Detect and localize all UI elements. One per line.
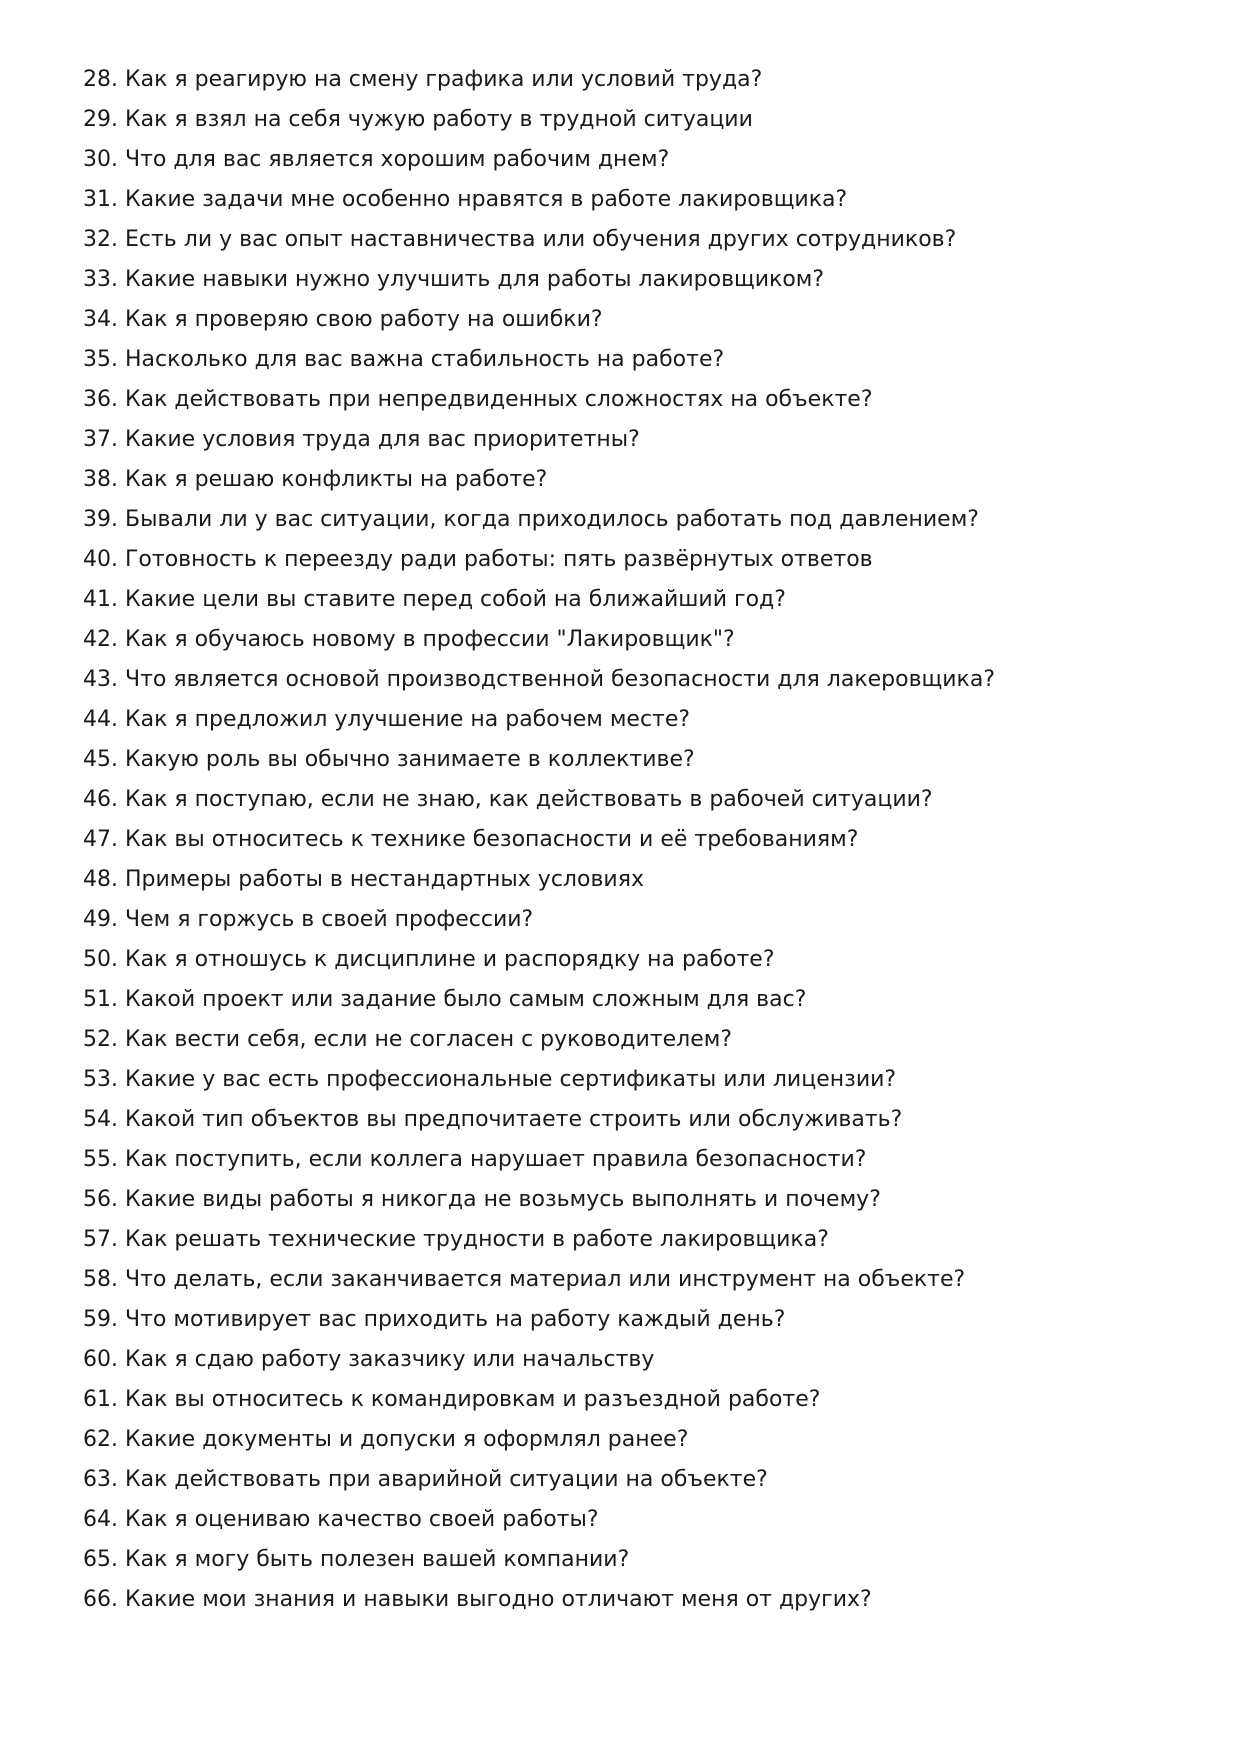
question-number: 35. xyxy=(83,347,118,372)
question-text: Как я проверяю свою работу на ошибки? xyxy=(125,307,603,332)
question-text: Какие у вас есть профессиональные сертификаты или лицензии? xyxy=(125,1067,897,1092)
question-number: 46. xyxy=(83,787,118,812)
question-number: 53. xyxy=(83,1067,118,1092)
question-text: Какие навыки нужно улучшить для работы лакировщиком? xyxy=(125,267,825,292)
question-text: Как решать технические трудности в работе лакировщика? xyxy=(125,1227,829,1252)
question-number: 29. xyxy=(83,107,118,132)
question-text: Какие виды работы я никогда не возьмусь выполнять и почему? xyxy=(125,1187,881,1212)
question-text: Как действовать при аварийной ситуации на объекте? xyxy=(125,1467,768,1492)
question-item xyxy=(83,1580,1203,1620)
question-number: 33. xyxy=(83,267,118,292)
question-item xyxy=(83,460,1203,500)
question-item xyxy=(83,380,1203,420)
question-text: Как действовать при непредвиденных сложностях на объекте? xyxy=(125,387,873,412)
question-text: Как я предложил улучшение на рабочем месте? xyxy=(125,707,691,732)
question-number: 50. xyxy=(83,947,118,972)
question-text: Какие документы и допуски я оформлял ранее? xyxy=(125,1427,689,1452)
question-text: Бывали ли у вас ситуации, когда приходилось работать под давлением? xyxy=(125,507,979,532)
question-text: Какой тип объектов вы предпочитаете строить или обслуживать? xyxy=(125,1107,903,1132)
question-item xyxy=(83,1460,1203,1500)
question-item xyxy=(83,1500,1203,1540)
question-number: 59. xyxy=(83,1307,118,1332)
question-number: 39. xyxy=(83,507,118,532)
question-number: 56. xyxy=(83,1187,118,1212)
question-item xyxy=(83,180,1203,220)
question-number: 41. xyxy=(83,587,118,612)
question-item xyxy=(83,1020,1203,1060)
question-text: Есть ли у вас опыт наставничества или обучения других сотрудников? xyxy=(125,227,957,252)
question-item xyxy=(83,820,1203,860)
question-text: Как я могу быть полезен вашей компании? xyxy=(125,1547,630,1572)
question-text: Что является основой производственной безопасности для лакеровщика? xyxy=(125,667,995,692)
question-item xyxy=(83,220,1203,260)
question-text: Чем я горжусь в своей профессии? xyxy=(125,907,534,932)
question-number: 52. xyxy=(83,1027,118,1052)
question-item xyxy=(83,660,1203,700)
question-item xyxy=(83,100,1203,140)
question-number: 42. xyxy=(83,627,118,652)
question-text: Какую роль вы обычно занимаете в коллективе? xyxy=(125,747,695,772)
question-number: 47. xyxy=(83,827,118,852)
question-number: 34. xyxy=(83,307,118,332)
question-number: 65. xyxy=(83,1547,118,1572)
question-item xyxy=(83,260,1203,300)
question-number: 43. xyxy=(83,667,118,692)
question-item xyxy=(83,60,1203,100)
question-number: 40. xyxy=(83,547,118,572)
question-text: Как я взял на себя чужую работу в трудной ситуации xyxy=(125,107,753,132)
question-number: 32. xyxy=(83,227,118,252)
question-text: Какие условия труда для вас приоритетны? xyxy=(125,427,640,452)
question-number: 62. xyxy=(83,1427,118,1452)
question-item xyxy=(83,1180,1203,1220)
question-text: Как я реагирую на смену графика или условий труда? xyxy=(125,67,763,92)
question-text: Как я обучаюсь новому в профессии "Лакировщик"? xyxy=(125,627,735,652)
question-number: 54. xyxy=(83,1107,118,1132)
question-item xyxy=(83,900,1203,940)
question-item xyxy=(83,540,1203,580)
question-item xyxy=(83,340,1203,380)
question-number: 49. xyxy=(83,907,118,932)
question-item xyxy=(83,1300,1203,1340)
question-item xyxy=(83,860,1203,900)
question-text: Как вести себя, если не согласен с руководителем? xyxy=(125,1027,733,1052)
question-text: Что делать, если заканчивается материал или инструмент на объекте? xyxy=(125,1267,966,1292)
question-item xyxy=(83,420,1203,460)
question-item xyxy=(83,1100,1203,1140)
question-number: 31. xyxy=(83,187,118,212)
question-text: Как я сдаю работу заказчику или начальству xyxy=(125,1347,655,1372)
question-text: Что для вас является хорошим рабочим днем? xyxy=(125,147,670,172)
question-number: 64. xyxy=(83,1507,118,1532)
question-item xyxy=(83,780,1203,820)
question-number: 38. xyxy=(83,467,118,492)
question-number: 66. xyxy=(83,1587,118,1612)
question-item xyxy=(83,1060,1203,1100)
question-text: Как я решаю конфликты на работе? xyxy=(125,467,548,492)
question-number: 51. xyxy=(83,987,118,1012)
question-item xyxy=(83,1140,1203,1180)
question-text: Какой проект или задание было самым сложным для вас? xyxy=(125,987,807,1012)
question-text: Как вы относитесь к технике безопасности и её требованиям? xyxy=(125,827,859,852)
question-item xyxy=(83,620,1203,660)
question-item xyxy=(83,1340,1203,1380)
question-item xyxy=(83,1220,1203,1260)
question-item xyxy=(83,980,1203,1020)
question-number: 63. xyxy=(83,1467,118,1492)
question-item xyxy=(83,740,1203,780)
question-number: 48. xyxy=(83,867,118,892)
question-number: 37. xyxy=(83,427,118,452)
question-number: 44. xyxy=(83,707,118,732)
question-number: 58. xyxy=(83,1267,118,1292)
question-number: 55. xyxy=(83,1147,118,1172)
question-text: Примеры работы в нестандартных условиях xyxy=(125,867,644,892)
question-text: Как поступить, если коллега нарушает правила безопасности? xyxy=(125,1147,867,1172)
question-item xyxy=(83,1260,1203,1300)
question-text: Какие задачи мне особенно нравятся в работе лакировщика? xyxy=(125,187,848,212)
question-number: 61. xyxy=(83,1387,118,1412)
question-text: Как я отношусь к дисциплине и распорядку на работе? xyxy=(125,947,775,972)
question-item xyxy=(83,140,1203,180)
question-item xyxy=(83,1420,1203,1460)
question-text: Какие цели вы ставите перед собой на ближайший год? xyxy=(125,587,786,612)
question-number: 36. xyxy=(83,387,118,412)
question-item xyxy=(83,500,1203,540)
question-number: 30. xyxy=(83,147,118,172)
question-number: 57. xyxy=(83,1227,118,1252)
question-text: Готовность к переезду ради работы: пять развёрнутых ответов xyxy=(125,547,873,572)
question-text: Как вы относитесь к командировкам и разъездной работе? xyxy=(125,1387,821,1412)
question-text: Что мотивирует вас приходить на работу каждый день? xyxy=(125,1307,786,1332)
question-list xyxy=(83,60,1203,1620)
question-text: Как я поступаю, если не знаю, как действовать в рабочей ситуации? xyxy=(125,787,933,812)
question-text: Насколько для вас важна стабильность на работе? xyxy=(125,347,725,372)
question-item xyxy=(83,580,1203,620)
question-number: 45. xyxy=(83,747,118,772)
question-item xyxy=(83,700,1203,740)
question-number: 60. xyxy=(83,1347,118,1372)
question-item xyxy=(83,1540,1203,1580)
question-item xyxy=(83,300,1203,340)
question-text: Какие мои знания и навыки выгодно отличают меня от других? xyxy=(125,1587,872,1612)
question-item xyxy=(83,1380,1203,1420)
question-item xyxy=(83,940,1203,980)
question-text: Как я оцениваю качество своей работы? xyxy=(125,1507,599,1532)
question-number: 28. xyxy=(83,67,118,92)
